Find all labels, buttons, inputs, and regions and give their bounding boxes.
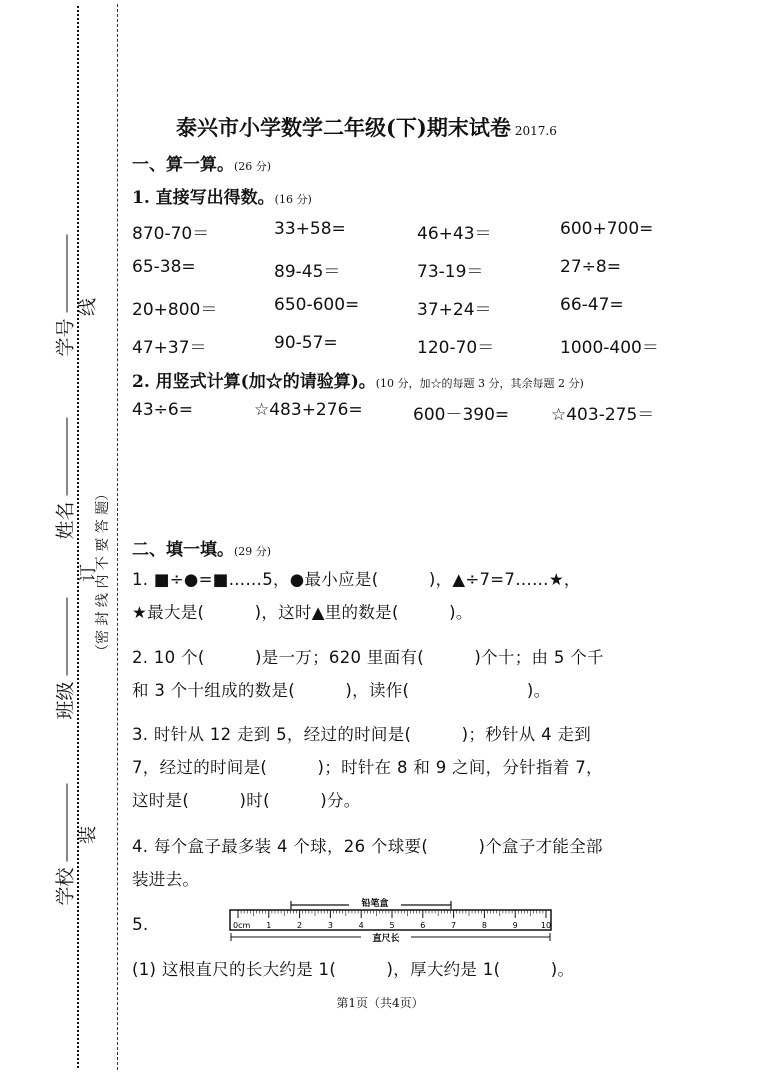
q1-problem: 33+58= — [274, 219, 346, 239]
q1-problem: 600+700= — [560, 219, 654, 239]
student-id-field — [54, 237, 77, 357]
section2-heading — [132, 535, 271, 560]
q2-heading — [132, 367, 584, 392]
problem-2 — [132, 641, 677, 707]
student-id-label: 学号 — [54, 318, 77, 357]
seal-note: （密 封 线 内 不 要 答 题） — [95, 486, 111, 658]
class-blank[interactable] — [66, 597, 68, 675]
school-field — [54, 786, 77, 906]
q1-score: (16 分) — [274, 193, 312, 206]
q2-item-2: ☆483+276= — [254, 400, 363, 420]
exam-date: 2017.6 — [514, 124, 557, 138]
bind-char: 订 — [78, 564, 99, 582]
q1-problem: 120-70＝ — [417, 338, 495, 358]
name-field — [54, 420, 77, 540]
problem-1 — [132, 563, 677, 629]
section1-score: (26 分) — [234, 160, 272, 173]
pencil-box-label: 铅笔盒 — [361, 899, 389, 909]
q1-problem: 650-600= — [274, 295, 360, 315]
school-blank[interactable] — [66, 783, 68, 861]
q1-problem: 90-57= — [274, 333, 338, 353]
q2-item-1: 43÷6= — [132, 400, 193, 420]
ruler-illustration — [229, 895, 553, 945]
q1-problem: 73-19＝ — [417, 262, 484, 282]
seal-dotted-line — [77, 6, 79, 1068]
ruler-length-label: 直尺长 — [372, 934, 400, 944]
class-field — [54, 600, 77, 720]
q1-heading — [132, 183, 312, 208]
problem-3-line-2: 7，经过的时间是( )；时针在 8 和 9 之间，分针指着 7， — [132, 758, 603, 777]
student-id-blank[interactable] — [66, 234, 68, 312]
q1-problem: 89-45＝ — [274, 262, 341, 282]
q1-problem: 46+43＝ — [417, 224, 492, 244]
q2-title: 2. 用竖式计算(加☆的请验算)。 — [132, 372, 376, 392]
problem-3 — [132, 718, 677, 817]
problem-4 — [132, 830, 677, 896]
section1-title: 一、算一算。 — [132, 155, 234, 175]
q2-item-4: ☆403-275＝ — [551, 405, 655, 425]
line-char: 线 — [78, 298, 99, 316]
q1-problem: 1000-400＝ — [560, 338, 659, 358]
q1-problem: 20+800＝ — [132, 300, 218, 320]
ruler-number: 3 — [327, 921, 333, 930]
problem-2-line-2: 和 3 个十组成的数是( )，读作( )。 — [132, 681, 551, 700]
q1-problem: 65-38= — [132, 257, 196, 277]
q2-score: (10 分，加☆的每题 3 分，其余每题 2 分) — [375, 377, 584, 390]
exam-title — [176, 112, 557, 142]
ruler-number: 10 — [540, 921, 552, 930]
problem-3-line-1: 3. 时针从 12 走到 5，经过的时间是( )；秒针从 4 走到 — [132, 725, 592, 744]
class-label: 班级 — [54, 681, 77, 720]
ruler-number: 1 — [266, 921, 272, 930]
problem-2-line-1: 2. 10 个( )是一万；620 里面有( )个十；由 5 个千 — [132, 648, 604, 667]
exam-title-text: 泰兴市小学数学二年级(下)期末试卷 — [176, 115, 511, 140]
page-footer: 第1页（共4页） — [336, 996, 424, 1010]
install-char: 装 — [78, 826, 99, 844]
ruler-number: 8 — [481, 921, 487, 930]
ruler-number: 9 — [512, 921, 518, 930]
q1-problem: 27÷8= — [560, 257, 621, 277]
q1-problem: 47+37＝ — [132, 338, 207, 358]
problem-4-line-1: 4. 每个盒子最多装 4 个球，26 个球要( )个盒子才能全部 — [132, 837, 603, 856]
q1-problem: 870-70＝ — [132, 224, 210, 244]
binding-dashed-line — [117, 4, 118, 1070]
q2-item-3: 600－390= — [413, 405, 510, 425]
ruler-number: 5 — [389, 921, 395, 930]
ruler-number: 7 — [451, 921, 457, 930]
problem-4-line-2: 装进去。 — [132, 870, 200, 889]
ruler-number: 4 — [358, 921, 364, 930]
q1-problem: 37+24＝ — [417, 300, 492, 320]
q1-title: 1. 直接写出得数。 — [132, 188, 275, 208]
section2-score: (29 分) — [234, 545, 272, 558]
q1-problem: 66-47= — [560, 295, 624, 315]
ruler-number: 2 — [297, 921, 303, 930]
section1-heading — [132, 150, 271, 175]
ruler-number: 6 — [420, 921, 426, 930]
ruler-unit-start: 0cm — [233, 921, 251, 930]
problem-1-line-2: ★最大是( )，这时▲里的数是( )。 — [132, 603, 473, 622]
school-label: 学校 — [54, 867, 77, 906]
section2-title: 二、填一填。 — [132, 540, 234, 560]
name-label: 姓名 — [54, 501, 77, 540]
problem-1-line-1: 1. ■÷●=■……5，●最小应是( )，▲÷7=7……★， — [132, 570, 581, 589]
problem-3-line-3: 这时是( )时( )分。 — [132, 791, 361, 810]
problem-5-number: 5. — [132, 915, 149, 935]
problem-5-sub-1: (1) 这根直尺的长大约是 1( )，厚大约是 1( )。 — [132, 960, 575, 979]
name-blank[interactable] — [66, 417, 68, 495]
